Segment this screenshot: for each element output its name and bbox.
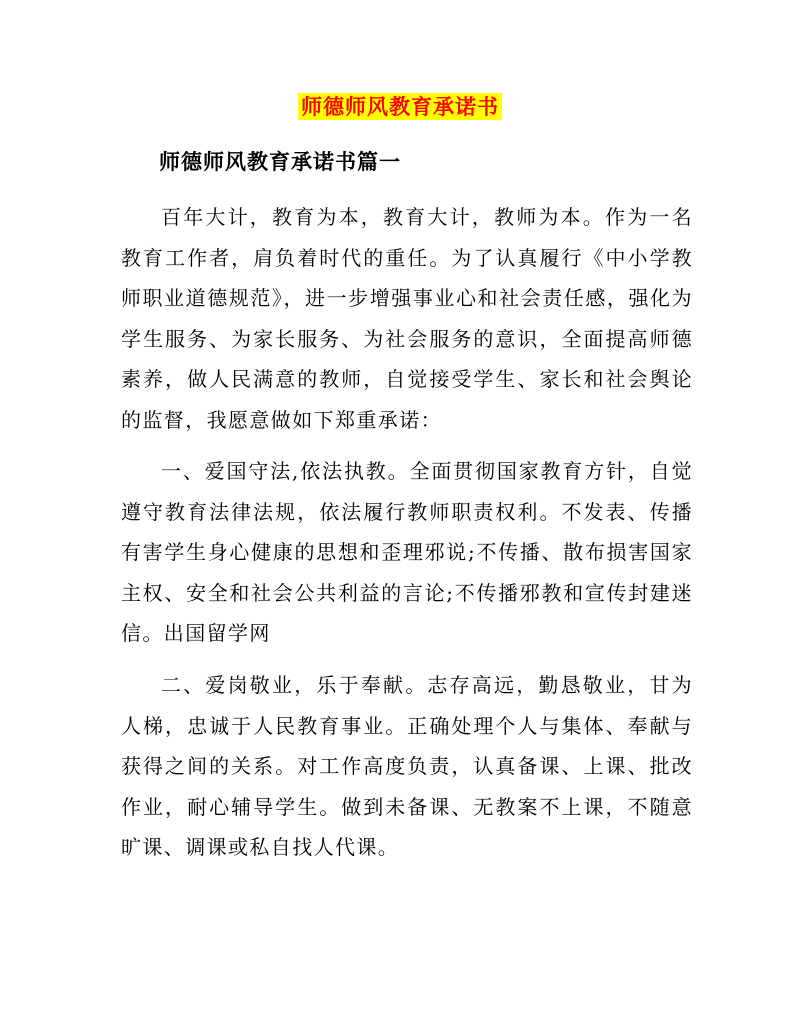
document-title: 师德师风教育承诺书 <box>298 93 502 120</box>
paragraph-commitment-1: 一、爱国守法,依法执教。全面贯彻国家教育方针，自觉遵守教育法律法规，依法履行教师职责权利。不发表、传播有害学生身心健康的思想和歪理邪说;不传播、散布损害国家主权、安全和社会公共利益的言论;不传播邪教和宣传封建迷信。出国留学网 <box>121 459 693 645</box>
document-title-wrapper <box>0 93 800 120</box>
paragraph-commitment-2: 二、爱岗敬业，乐于奉献。志存高远，勤恳敬业，甘为人梯，忠诚于人民教育事业。正确处理个人与集体、奉献与获得之间的关系。对工作高度负责，认真备课、上课、批改作业，耐心辅导学生。做到未备课、无教案不上课，不随意旷课、调课或私自找人代课。 <box>121 673 693 859</box>
section-heading: 师德师风教育承诺书篇一 <box>159 149 401 174</box>
paragraph-intro: 百年大计，教育为本，教育大计，教师为本。作为一名教育工作者，肩负着时代的重任。为了认真履行《中小学教师职业道德规范》，进一步增强事业心和社会责任感，强化为学生服务、为家长服务、为社会服务的意识，全面提高师德素养，做人民满意的教师，自觉接受学生、家长和社会舆论的监督，我愿意做如下郑重承诺： <box>121 205 693 432</box>
